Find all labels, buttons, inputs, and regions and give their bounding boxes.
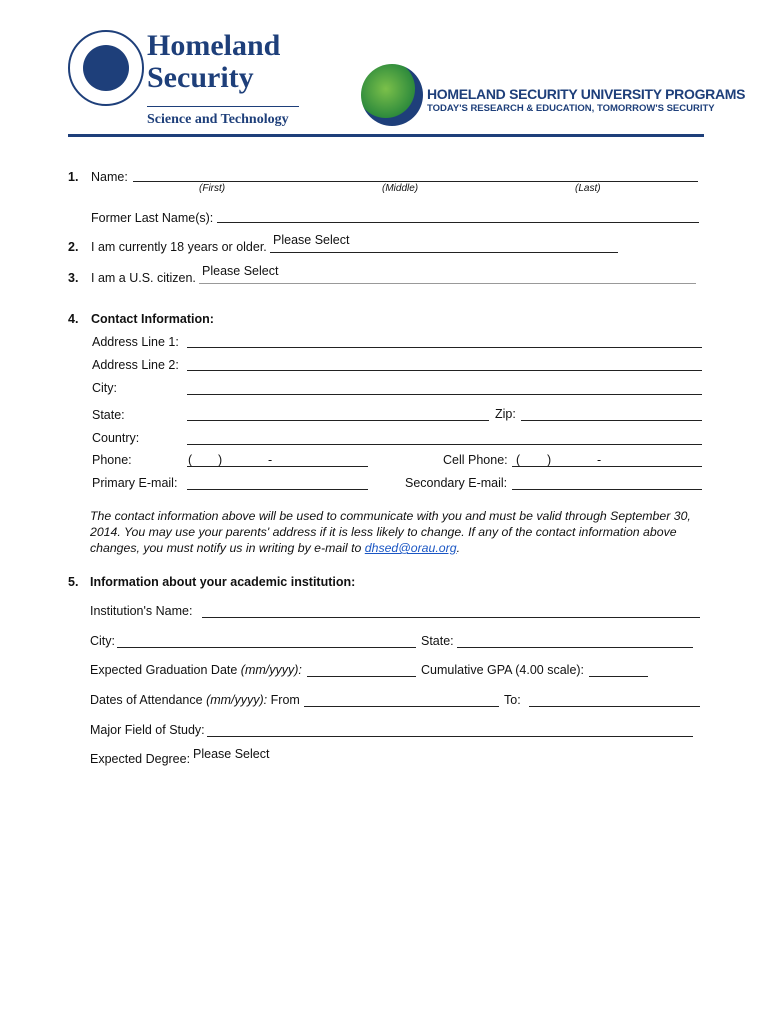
phone-field[interactable]: [187, 466, 368, 467]
brand-line-2: Security: [147, 61, 254, 94]
address2-field[interactable]: [187, 370, 702, 371]
institution-label: Institution's Name:: [90, 604, 193, 618]
brand-divider: [147, 106, 299, 107]
phone-label: Phone:: [92, 453, 132, 467]
first-caption: (First): [199, 183, 226, 194]
last-caption: (Last): [575, 183, 601, 194]
major-label: Major Field of Study:: [90, 723, 205, 737]
q2-number: 2.: [68, 240, 79, 254]
cell-dash: -: [597, 453, 602, 467]
middle-caption: (Middle): [382, 183, 419, 194]
age-select[interactable]: Please Select: [273, 233, 350, 247]
q4-number: 4.: [68, 312, 79, 326]
address1-label: Address Line 1:: [92, 335, 179, 349]
graduation-label: [90, 663, 302, 677]
cell-paren-open: (: [516, 453, 521, 467]
cell-label: Cell Phone:: [443, 453, 508, 467]
school-city-field[interactable]: [117, 647, 416, 648]
contact-note: [90, 508, 700, 556]
brand-name: [147, 30, 280, 94]
degree-label: Expected Degree:: [90, 752, 191, 766]
institution-field[interactable]: [202, 617, 700, 618]
attendance-format: (mm/yyyy):: [206, 693, 268, 707]
phone-paren-close: ): [218, 453, 223, 467]
institution-title: Information about your academic institution:: [90, 575, 356, 589]
q1-number: 1.: [68, 170, 79, 184]
major-field[interactable]: [207, 736, 693, 737]
phone-paren-open: (: [188, 453, 193, 467]
q3-number: 3.: [68, 271, 79, 285]
contact-title: Contact Information:: [91, 312, 214, 326]
attendance-label: [90, 693, 300, 707]
city-label: City:: [92, 381, 117, 395]
graduation-field[interactable]: [307, 676, 416, 677]
attendance-from: From: [267, 693, 300, 707]
school-state-label: State:: [421, 634, 454, 648]
age-label: I am currently 18 years or older.: [91, 240, 267, 254]
email2-field[interactable]: [512, 489, 702, 490]
q5-number: 5.: [68, 575, 79, 589]
gpa-field[interactable]: [589, 676, 648, 677]
attendance-to-label: To:: [504, 693, 521, 707]
header-divider: [68, 134, 704, 137]
citizen-label: I am a U.S. citizen.: [91, 271, 196, 285]
email1-field[interactable]: [187, 489, 368, 490]
school-state-field[interactable]: [457, 647, 693, 648]
gpa-label: Cumulative GPA (4.00 scale):: [421, 663, 585, 677]
attendance-label-text: Dates of Attendance: [90, 693, 207, 707]
cell-field[interactable]: [512, 466, 702, 467]
name-field[interactable]: [133, 181, 698, 182]
age-field-line: [270, 252, 618, 253]
dhs-seal-logo: [68, 30, 144, 106]
state-label: State:: [92, 408, 125, 422]
university-programs-logo: [361, 64, 423, 126]
phone-dash: -: [268, 453, 273, 467]
former-name-field[interactable]: [217, 222, 699, 223]
school-city-label: City:: [90, 634, 115, 648]
degree-select[interactable]: Please Select: [193, 747, 270, 761]
program-tagline: TODAY'S RESEARCH & EDUCATION, TOMORROW'S SECURITY: [427, 103, 715, 114]
attendance-to-field[interactable]: [529, 706, 700, 707]
country-field[interactable]: [187, 444, 702, 445]
graduation-format: (mm/yyyy):: [240, 663, 302, 677]
cell-paren-close: ): [547, 453, 552, 467]
former-name-label: Former Last Name(s):: [91, 211, 214, 225]
zip-label: Zip:: [495, 407, 516, 421]
contact-note-end: .: [456, 541, 460, 555]
contact-note-text: The contact information above will be used to communicate with you and must be valid through September 30, 2014. You may use your parents' address if it is less likely to change. If any of the contact information above changes, you must notify us in writing by e-mail to: [90, 509, 691, 555]
email1-label: Primary E-mail:: [92, 476, 178, 490]
city-field[interactable]: [187, 394, 702, 395]
zip-field[interactable]: [521, 420, 702, 421]
citizen-select[interactable]: Please Select: [202, 264, 279, 278]
address2-label: Address Line 2:: [92, 358, 179, 372]
name-label: Name:: [91, 170, 128, 184]
citizen-field-line: [199, 283, 696, 284]
graduation-label-text: Expected Graduation Date: [90, 663, 241, 677]
brand-line-1: Homeland: [147, 29, 281, 62]
address1-field[interactable]: [187, 347, 702, 348]
contact-email-link[interactable]: dhsed@orau.org: [364, 541, 457, 555]
state-field[interactable]: [187, 420, 489, 421]
attendance-from-field[interactable]: [304, 706, 499, 707]
email2-label: Secondary E-mail:: [405, 476, 508, 490]
program-title: HOMELAND SECURITY UNIVERSITY PROGRAMS: [427, 86, 746, 102]
country-label: Country:: [92, 431, 140, 445]
brand-subtitle: Science and Technology: [147, 112, 289, 127]
